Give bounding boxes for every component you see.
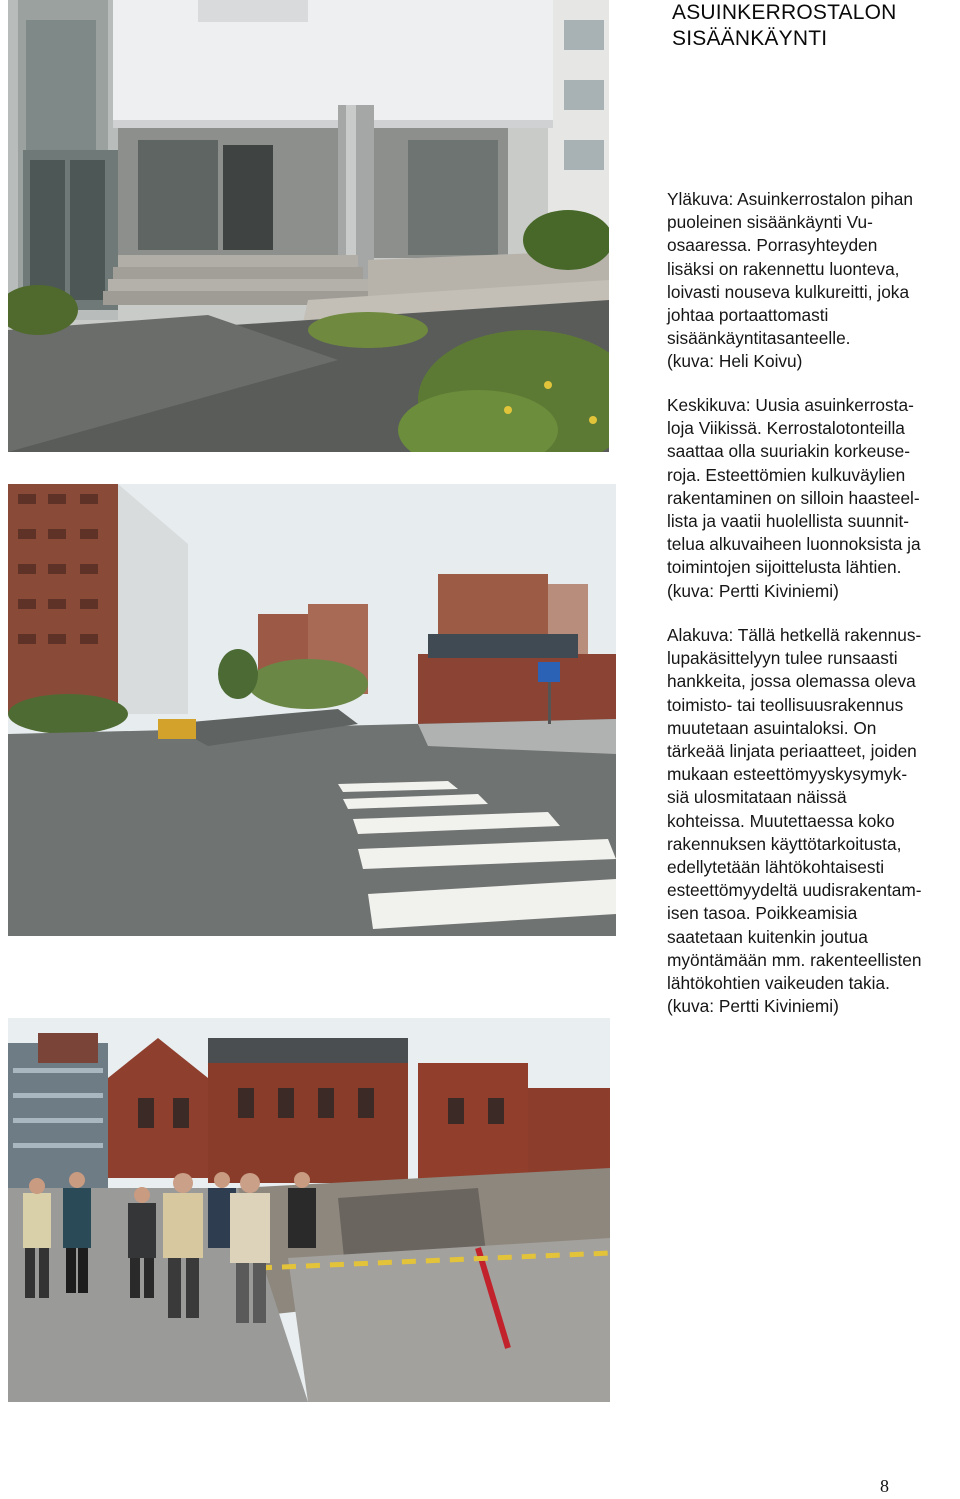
caption-line: osaaressa. Porrasyhteyden: [667, 235, 878, 256]
caption-line: saatetaan kuitenkin joutua: [667, 926, 868, 947]
caption-line: myöntämään mm. rakenteellisten: [667, 949, 922, 970]
caption-line: loivasti nouseva kulkureitti, joka: [667, 281, 910, 302]
heading-line-1: ASUINKERROSTALON: [672, 1, 897, 24]
caption-line: lupakäsittelyyn tulee runsaasti: [667, 648, 898, 669]
caption-line: (kuva: Pertti Kiviniemi): [667, 996, 839, 1017]
caption-middle-photo: [667, 394, 959, 603]
caption-top-photo: [667, 188, 959, 374]
caption-line: hankkeita, jossa olemassa oleva: [667, 671, 916, 692]
caption-line: tärkeää linjata periaatteet, joiden: [667, 741, 917, 762]
heading-line-2: SISÄÄNKÄYNTI: [672, 27, 828, 50]
caption-line: Alakuva: Tällä hetkellä rakennus-: [667, 625, 922, 645]
photo-industrial-building-group: [8, 1018, 610, 1402]
caption-line: muutetaan asuintaloksi. On: [667, 717, 877, 738]
caption-line: kohteissa. Muutettaessa koko: [667, 810, 895, 831]
caption-line: Yläkuva: Asuinkerrostalon pihan: [667, 189, 913, 209]
caption-line: johtaa portaattomasti: [667, 305, 829, 326]
caption-line: lista ja vaatii huolellista suunnit-: [667, 511, 910, 532]
caption-line: roja. Esteettömien kulkuväylien: [667, 464, 906, 485]
caption-line: siä ulosmitataan näissä: [667, 787, 847, 808]
caption-line: (kuva: Heli Koivu): [667, 351, 803, 372]
caption-line: puoleinen sisäänkäynti Vu-: [667, 212, 873, 233]
caption-line: loja Viikissä. Kerrostalotonteilla: [667, 418, 905, 439]
caption-line: mukaan esteettömyyskysymyk-: [667, 764, 908, 785]
caption-line: rakentaminen on silloin haasteel-: [667, 487, 920, 508]
caption-line: esteettömyydeltä uudisrakentam-: [667, 880, 922, 901]
page-number: 8: [880, 1476, 889, 1496]
caption-line: lähtökohtien vaikeuden takia.: [667, 973, 890, 994]
caption-line: lisäksi on rakennettu luonteva,: [667, 258, 900, 279]
caption-line: toimisto- tai teollisuusrakennus: [667, 694, 904, 715]
caption-bottom-photo: [667, 624, 959, 1018]
caption-line: saattaa olla suuriakin korkeuse-: [667, 441, 911, 462]
caption-line: telua alkuvaiheen luonnoksista ja: [667, 534, 921, 555]
caption-line: isen tasoa. Poikkeamisia: [667, 903, 858, 924]
caption-line: sisäänkäyntitasanteelle.: [667, 328, 851, 349]
caption-line: edellytetään lähtökohtaisesti: [667, 857, 885, 878]
caption-line: Keskikuva: Uusia asuinkerrosta-: [667, 395, 914, 415]
caption-line: rakennuksen käyttötarkoitusta,: [667, 833, 902, 854]
caption-line: (kuva: Pertti Kiviniemi): [667, 580, 839, 601]
photo-apartment-blocks-crosswalk: [8, 484, 616, 936]
page-heading: [672, 0, 957, 52]
caption-line: toimintojen sijoittelusta lähtien.: [667, 557, 902, 578]
photo-building-entrance: [8, 0, 609, 452]
